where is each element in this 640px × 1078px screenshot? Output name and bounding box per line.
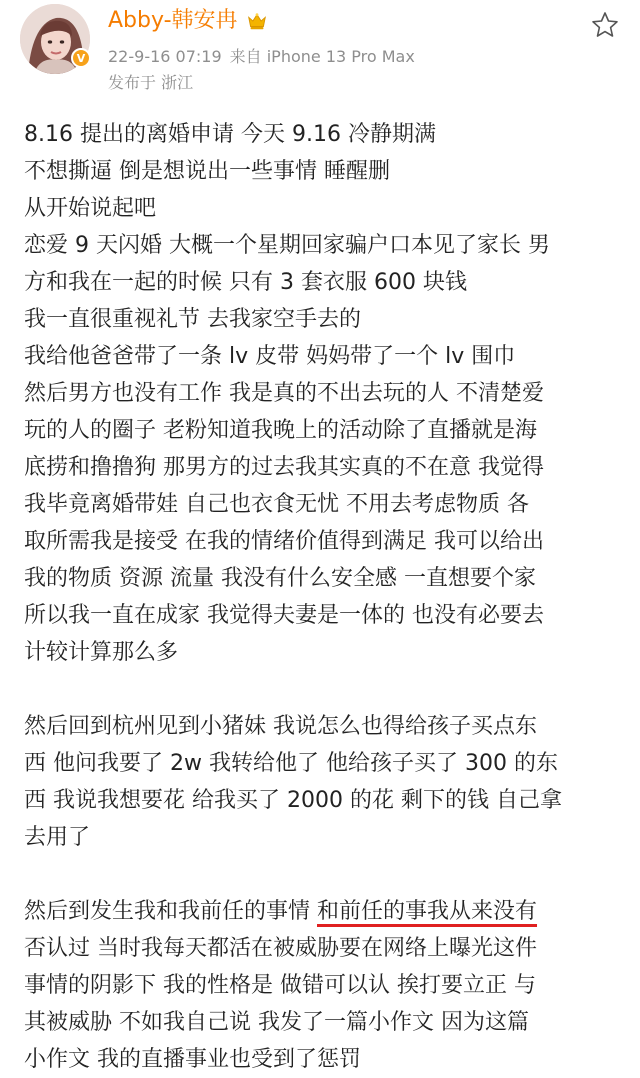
post-line: 我毕竟离婚带娃 自己也衣食无忧 不用去考虑物质 各 [24,492,529,517]
post-line: 去用了 [24,825,91,850]
underlined-text: 和前任的事我从来没有 [317,899,538,924]
post-line: 底捞和撸撸狗 那男方的过去我其实真的不在意 我觉得 [24,455,544,480]
post-paragraph [24,708,624,856]
post-source: 来自 iPhone 13 Pro Max [229,47,415,66]
post-line: 从开始说起吧 [24,196,157,221]
post-line: 计较计算那么多 [24,640,179,665]
post-location: 发布于 浙江 [108,73,194,92]
post-line: 事情的阴影下 我的性格是 做错可以认 挨打要立正 与 [24,973,536,998]
username-row [108,6,268,36]
post-line: 我一直很重视礼节 去我家空手去的 [24,307,361,332]
post-line: 取所需我是接受 在我的情绪价值得到满足 我可以给出 [24,529,544,554]
post-body [24,116,624,1078]
star-outline-icon[interactable] [590,10,620,40]
post-line: 小作文 我的直播事业也受到了惩罚 [24,1047,361,1072]
post-line: 然后回到杭州见到小猪妹 我说怎么也得给孩子买点东 [24,714,537,739]
post-line [24,893,624,930]
post-header [0,0,640,110]
post-timestamp: 22-9-16 07:19 [108,47,222,66]
post-line: 西 我说我想要花 给我买了 2000 的花 剩下的钱 自己拿 [24,788,562,813]
post-line: 西 他问我要了 2w 我转给他了 他给孩子买了 300 的东 [24,751,558,776]
username[interactable]: Abby-韩安冉 [108,8,238,33]
post-line: 方和我在一起的时候 只有 3 套衣服 600 块钱 [24,270,467,295]
post-line: 否认过 当时我每天都活在被威胁要在网络上曝光这件 [24,936,537,961]
post-line: 然后男方也没有工作 我是真的不出去玩的人 不清楚爱 [24,381,544,406]
verified-badge-icon [71,48,91,68]
post-line: 我的物质 资源 流量 我没有什么安全感 一直想要个家 [24,566,536,591]
post-paragraph [24,893,624,1078]
post-paragraph [24,116,624,671]
post-line: 恋爱 9 天闪婚 大概一个星期回家骗户口本见了家长 男 [24,233,550,258]
post-line: 其被威胁 不如我自己说 我发了一篇小作文 因为这篇 [24,1010,529,1035]
crown-icon [246,10,268,32]
post-line: 不想撕逼 倒是想说出一些事情 睡醒删 [24,159,390,184]
post-line: 玩的人的圈子 老粉知道我晚上的活动除了直播就是海 [24,418,537,443]
post-line-text: 然后到发生我和我前任的事情 [24,899,317,924]
post-line: 我给他爸爸带了一条 lv 皮带 妈妈带了一个 lv 围巾 [24,344,516,369]
post-line: 所以我一直在成家 我觉得夫妻是一体的 也没有必要去 [24,603,544,628]
svg-text:V: V [76,52,86,65]
post-line: 8.16 提出的离婚申请 今天 9.16 冷静期满 [24,122,436,147]
post-meta [108,46,415,68]
